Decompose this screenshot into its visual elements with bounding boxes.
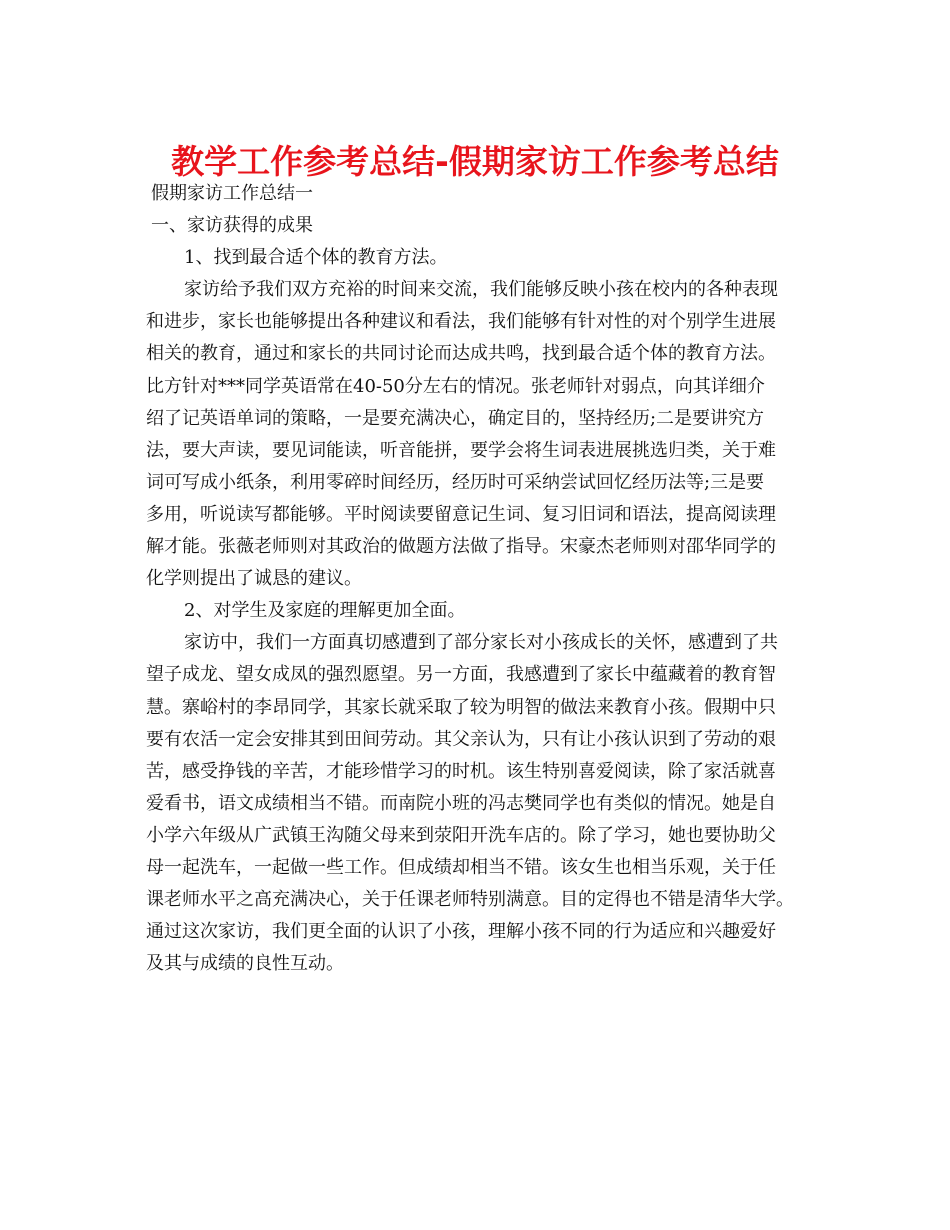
text-line: 家访中，我们一方面真切感遭到了部分家长对小孩成长的关怀，感遭到了共 — [184, 632, 778, 654]
text-line: 慧。寨峪村的李昂同学，其家长就采取了较为明智的做法来教育小孩。假期中只 — [146, 696, 776, 718]
text-line: 2、对学生及家庭的理解更加全面。 — [184, 600, 466, 622]
text-line: 爱看书，语文成绩相当不错。而南院小班的冯志樊同学也有类似的情况。她是自 — [146, 792, 776, 814]
text-line: 假期家访工作总结一 — [151, 183, 313, 204]
text-line: 绍了记英语单词的策略，一是要充满决心，确定目的，坚持经历;二是要讲究方 — [146, 407, 765, 429]
text-line: 多用，听说读写都能够。平时阅读要留意记生词、复习旧词和语法，提高阅读理 — [146, 503, 776, 525]
text-line: 母一起洗车，一起做一些工作。但成绩却相当不错。该女生也相当乐观，关于任 — [146, 856, 776, 878]
text-line: 要有农活一定会安排其到田间劳动。其父亲认为，只有让小孩认识到了劳动的艰 — [146, 728, 776, 750]
text-line: 相关的教育，通过和家长的共同讨论而达成共鸣，找到最合适个体的教育方法。 — [146, 343, 776, 365]
text-line: 小学六年级从广武镇王沟随父母来到荥阳开洗车店的。除了学习，她也要协助父 — [146, 824, 776, 846]
text-line: 苦，感受挣钱的辛苦，才能珍惜学习的时机。该生特别喜爱阅读，除了家活就喜 — [146, 760, 776, 782]
text-line: 1、找到最合适个体的教育方法。 — [184, 247, 448, 269]
document-body — [146, 178, 806, 980]
text-line: 及其与成绩的良性互动。 — [146, 953, 344, 975]
text-line: 和进步，家长也能够提出各种建议和看法，我们能够有针对性的对个别学生进展 — [146, 311, 776, 333]
document-title: 教学工作参考总结-假期家访工作参考总结 — [171, 142, 779, 181]
text-line: 望子成龙、望女成凤的强烈愿望。另一方面，我感遭到了家长中蕴藏着的教育智 — [146, 664, 776, 686]
text-line: 课老师水平之高充满决心，关于任课老师特别满意。目的定得也不错是清华大学。 — [146, 889, 794, 911]
text-line: 法，要大声读，要见词能读，听音能拼，要学会将生词表进展挑选归类，关于难 — [146, 439, 776, 461]
text-line: 词可写成小纸条，利用零碎时间经历，经历时可采纳尝试回忆经历法等;三是要 — [146, 471, 765, 493]
text-line: 通过这次家访，我们更全面的认识了小孩，理解小孩不同的行为适应和兴趣爱好 — [146, 921, 776, 943]
text-line: 一、家访获得的成果 — [151, 215, 313, 237]
text-line: 家访给予我们双方充裕的时间来交流，我们能够反映小孩在校内的各种表现 — [184, 279, 778, 301]
text-line: 化学则提出了诚恳的建议。 — [146, 568, 362, 590]
text-line: 比方针对***同学英语常在40-50分左右的情况。张老师针对弱点，向其详细介 — [146, 375, 765, 397]
text-line: 解才能。张薇老师则对其政治的做题方法做了指导。宋豪杰老师则对邵华同学的 — [146, 536, 776, 558]
